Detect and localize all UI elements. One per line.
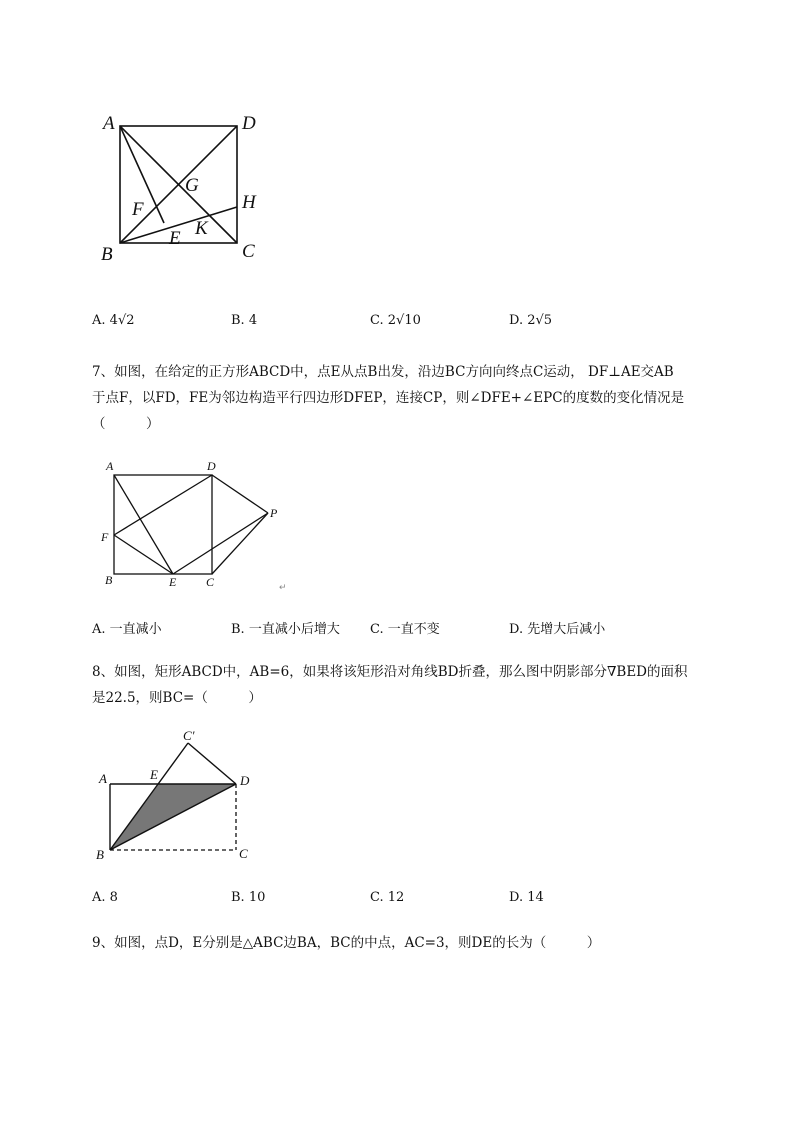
- segment-ae: [114, 475, 173, 574]
- label-a: A: [103, 113, 115, 134]
- label-c-prime: C′: [183, 728, 195, 743]
- q8-option-a[interactable]: A. 8: [92, 890, 118, 905]
- q7-text-line3: （ ）: [92, 416, 160, 432]
- q8-figure: [92, 725, 272, 870]
- q7-text-line1: 7、如图，在给定的正方形ABCD中，点E从点B出发，沿边BC方向向终点C运动， DF⊥AE交AB: [92, 364, 674, 380]
- q6-option-c[interactable]: C. 2√10: [370, 313, 421, 328]
- q8-option-c[interactable]: C. 12: [370, 890, 405, 905]
- segment-fe: [114, 535, 173, 574]
- label-a: A: [99, 771, 107, 786]
- label-d: D: [240, 773, 250, 788]
- label-d: D: [242, 113, 256, 134]
- label-k: K: [195, 218, 208, 239]
- segment-fd: [114, 475, 212, 535]
- q7-option-c[interactable]: C. 一直不变: [370, 622, 440, 637]
- label-c: C: [206, 575, 215, 589]
- label-c: C: [239, 846, 248, 861]
- q7-option-b[interactable]: B. 一直减小后增大: [231, 622, 340, 637]
- label-b: B: [101, 244, 113, 265]
- label-g: G: [185, 175, 199, 196]
- q7-option-a[interactable]: A. 一直减小: [92, 622, 162, 637]
- q6-figure: [95, 105, 275, 275]
- label-e: E: [150, 767, 158, 782]
- label-e: E: [169, 228, 181, 249]
- label-b: B: [105, 573, 113, 587]
- q6-option-a[interactable]: A. 4√2: [92, 313, 135, 328]
- q6-option-b[interactable]: B. 4: [231, 313, 258, 328]
- q7-text-line2: 于点F，以FD，FE为邻边构造平行四边形DFEP，连接CP，则∠DFE+∠EPC的度数的变化情况是: [92, 390, 685, 406]
- segment-c-prime-d: [188, 743, 236, 784]
- label-d: D: [207, 459, 216, 473]
- q6-option-d[interactable]: D. 2√5: [509, 313, 553, 328]
- label-c: C: [242, 241, 255, 262]
- return-mark: ↵: [279, 582, 287, 592]
- label-h: H: [242, 192, 256, 213]
- q8-option-b[interactable]: B. 10: [231, 890, 266, 905]
- segment-dp: [212, 475, 268, 513]
- label-b: B: [96, 847, 104, 862]
- label-a: A: [106, 459, 114, 473]
- q7-option-d[interactable]: D. 先增大后减小: [509, 622, 606, 637]
- q9-text-line1: 9、如图，点D，E分别是△ABC边BA，BC的中点，AC=3，则DE的长为（ ）: [92, 935, 601, 951]
- q8-option-d[interactable]: D. 14: [509, 890, 544, 905]
- q8-text-line1: 8、如图，矩形ABCD中，AB=6，如果将该矩形沿对角线BD折叠，那么图中阴影部分∇BED的面积: [92, 664, 688, 680]
- label-f: F: [132, 199, 144, 220]
- label-e: E: [169, 575, 177, 589]
- label-f: F: [101, 530, 109, 544]
- label-p: P: [270, 506, 278, 520]
- q7-figure: [98, 455, 298, 595]
- q8-text-line2: 是22.5，则BC=（ ）: [92, 690, 262, 706]
